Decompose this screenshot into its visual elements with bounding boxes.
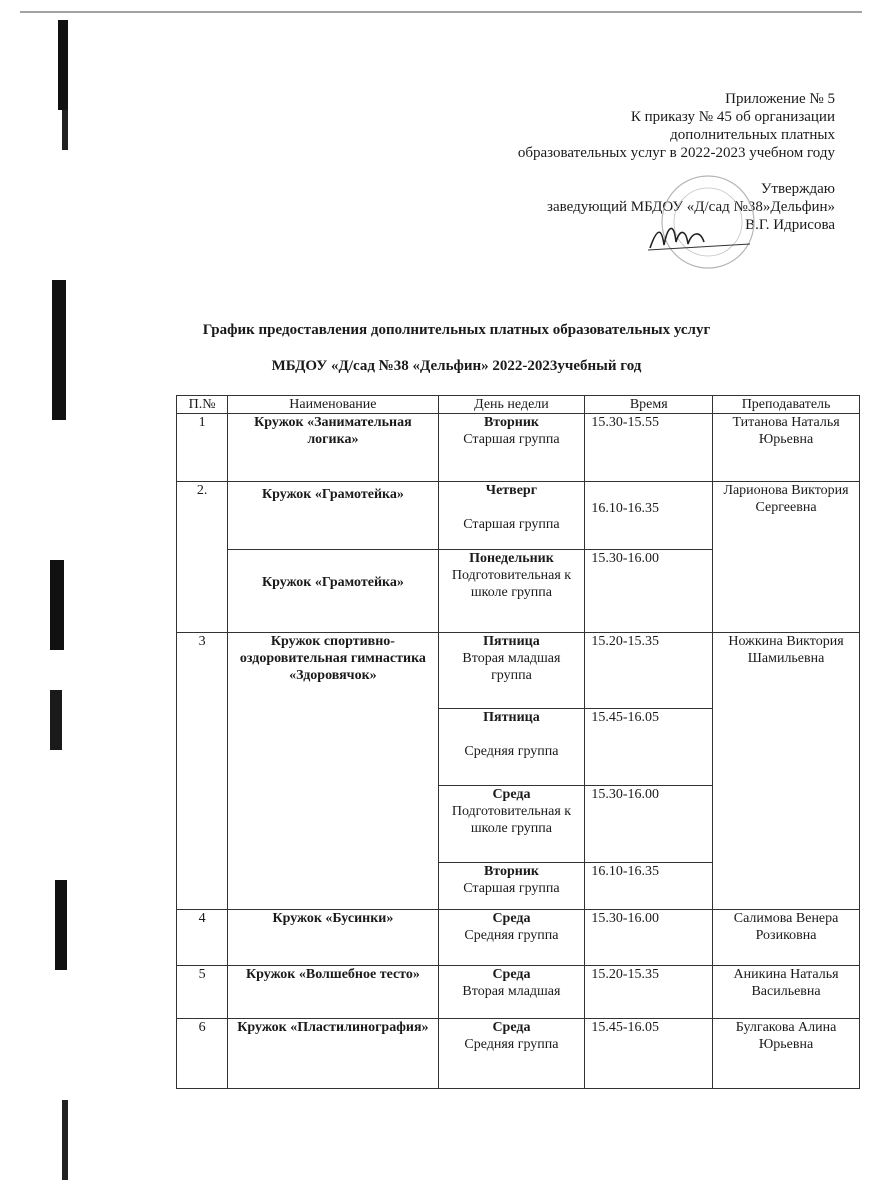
- col-header-num: П.№: [177, 396, 228, 414]
- cell-time: 15.20-15.35: [585, 633, 713, 709]
- table-row: [177, 633, 860, 709]
- cell-day: Среда Подготовительная к школе группа: [438, 786, 585, 863]
- cell-day: Вторник Старшая группа: [438, 414, 585, 482]
- cell-time: 16.10-16.35: [585, 482, 713, 550]
- cell-num: 6: [177, 1019, 228, 1089]
- schedule-table: [176, 395, 860, 1089]
- cell-time: 15.45-16.05: [585, 709, 713, 786]
- cell-teacher: Ларионова Виктория Сергеевна: [713, 482, 860, 633]
- cell-time: 15.30-16.00: [585, 550, 713, 633]
- cell-day: Вторник Старшая группа: [438, 863, 585, 910]
- cell-teacher: Салимова Венера Розиковна: [713, 910, 860, 966]
- cell-time: 15.20-15.35: [585, 966, 713, 1019]
- cell-day: Четверг Старшая группа: [438, 482, 585, 550]
- table-row: [177, 910, 860, 966]
- col-header-time: Время: [585, 396, 713, 414]
- order-line-2: дополнительных платных: [670, 127, 835, 143]
- cell-teacher: Титанова Наталья Юрьевна: [713, 414, 860, 482]
- approval-header: [415, 90, 835, 234]
- head-name: В.Г. Идрисова: [745, 217, 835, 233]
- cell-num: 4: [177, 910, 228, 966]
- cell-num: 1: [177, 414, 228, 482]
- table-row: [177, 482, 860, 550]
- col-header-day: День недели: [438, 396, 585, 414]
- order-line-3: образовательных услуг в 2022-2023 учебном году: [517, 145, 835, 161]
- document-title: График предоставления дополнительных платных образовательных услуг: [202, 322, 711, 338]
- cell-teacher: Аникина Наталья Васильевна: [713, 966, 860, 1019]
- cell-time: 15.30-15.55: [585, 414, 713, 482]
- col-header-name: Наименование: [228, 396, 438, 414]
- head-title: заведующий МБДОУ «Д/сад №38»Дельфин»: [547, 199, 835, 215]
- cell-day: Среда Средняя группа: [438, 910, 585, 966]
- cell-time: 15.30-16.00: [585, 910, 713, 966]
- cell-name: Кружок «Бусинки»: [228, 910, 438, 966]
- cell-day: Понедельник Подготовительная к школе группа: [438, 550, 585, 633]
- document-subtitle: МБДОУ «Д/сад №38 «Дельфин» 2022-2023учебный год: [271, 358, 642, 374]
- cell-teacher: Ножкина Виктория Шамильевна: [713, 633, 860, 910]
- cell-num: 3: [177, 633, 228, 910]
- stamp-and-signature: [640, 170, 760, 280]
- cell-num: 2.: [177, 482, 228, 633]
- table-row: [177, 1019, 860, 1089]
- appendix-label: Приложение № 5: [725, 91, 835, 107]
- table-row: [177, 966, 860, 1019]
- cell-time: 15.30-16.00: [585, 786, 713, 863]
- cell-num: 5: [177, 966, 228, 1019]
- approve-label: Утверждаю: [760, 181, 835, 197]
- cell-name: Кружок «Грамотейка»: [228, 550, 438, 633]
- cell-name: Кружок «Грамотейка»: [228, 482, 438, 550]
- cell-time: 16.10-16.35: [585, 863, 713, 910]
- cell-name: Кружок «Занимательная логика»: [228, 414, 438, 482]
- order-line-1: К приказу № 45 об организации: [630, 109, 835, 125]
- table-header-row: [177, 396, 860, 414]
- cell-day: Среда Вторая младшая: [438, 966, 585, 1019]
- cell-day: Пятница Вторая младшая группа: [438, 633, 585, 709]
- cell-name: Кружок «Пластилинография»: [228, 1019, 438, 1089]
- cell-time: 15.45-16.05: [585, 1019, 713, 1089]
- cell-day: Среда Средняя группа: [438, 1019, 585, 1089]
- col-header-teacher: Преподаватель: [713, 396, 860, 414]
- cell-teacher: Булгакова Алина Юрьевна: [713, 1019, 860, 1089]
- cell-day: Пятница Средняя группа: [438, 709, 585, 786]
- table-row: [177, 414, 860, 482]
- cell-name: Кружок «Волшебное тесто»: [228, 966, 438, 1019]
- cell-name: Кружок спортивно-оздоровительная гимнастика «Здоровячок»: [228, 633, 438, 910]
